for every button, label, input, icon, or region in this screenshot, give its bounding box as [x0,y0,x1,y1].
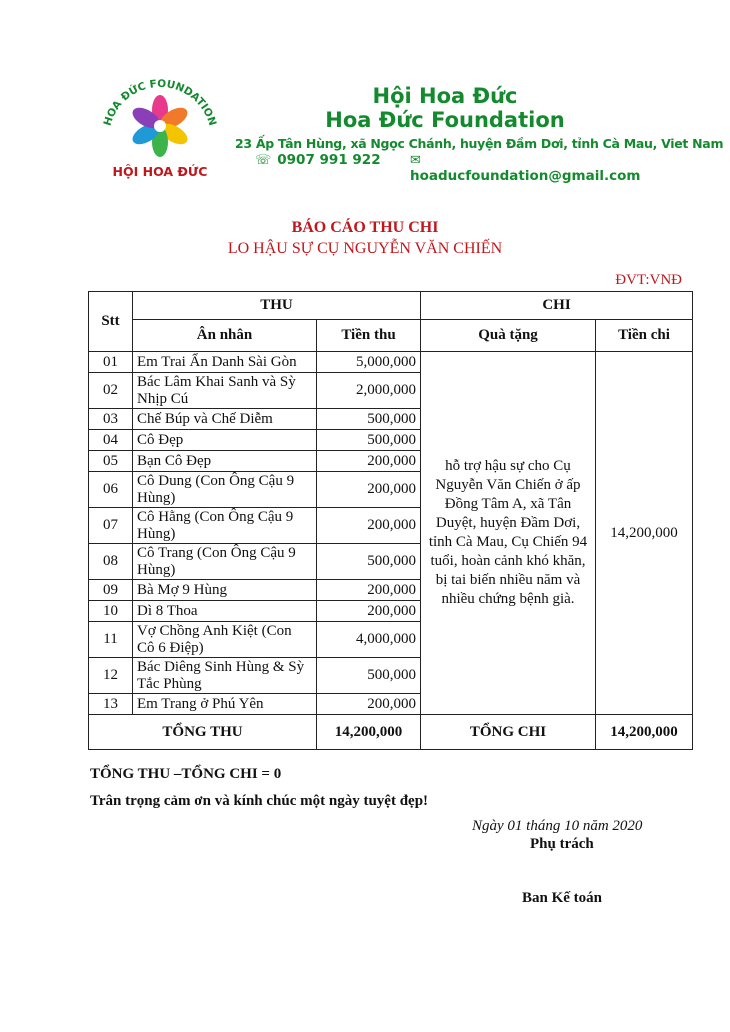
row-stt: 03 [89,409,133,430]
row-donor: Cô Trang (Con Ông Cậu 9 Hùng) [133,544,317,580]
row-amount: 200,000 [317,601,421,622]
row-stt: 11 [89,622,133,658]
header-row-2 [89,320,693,352]
row-donor: Dì 8 Thoa [133,601,317,622]
logo-bottom-text: HỘI HOA ĐỨC [112,164,208,179]
row-donor: Bà Mợ 9 Hùng [133,580,317,601]
row-amount: 200,000 [317,694,421,715]
row-amount: 500,000 [317,409,421,430]
signer-role: Phụ trách [530,836,594,852]
donor-header: Ân nhân [133,320,317,352]
report-subtitle: LO HẬU SỰ CỤ NGUYỄN VĂN CHIẾN [227,240,503,257]
income-header: THU [133,292,421,320]
report-title: BÁO CÁO THU CHI [291,219,439,236]
org-name-english: Hoa Đức Foundation [325,108,565,132]
row-donor: Bác Diêng Sinh Hùng & Sỳ Tắc Phùng [133,658,317,694]
row-stt: 09 [89,580,133,601]
row-amount: 200,000 [317,580,421,601]
row-amount: 200,000 [317,451,421,472]
row-stt: 07 [89,508,133,544]
row-donor: Bạn Cô Đẹp [133,451,317,472]
row-donor: Em Trang ở Phú Yên [133,694,317,715]
gift-description: hỗ trợ hậu sự cho Cụ Nguyễn Văn Chiến ở ấp Đồng Tâm A, xã Tân Duyệt, huyện Đầm Dơi, tỉnh Cà Mau, Cụ Chiến 94 tuổi, hoàn cảnh khó khăn, bị tai biến nhiều năm và nhiều chứng bệnh già. [421,352,596,715]
row-amount: 200,000 [317,472,421,508]
income-amount-header: Tiền thu [317,320,421,352]
thank-you-note: Trân trọng cảm ơn và kính chúc một ngày tuyệt đẹp! [90,793,429,809]
phone-number: 0907 991 922 [277,152,381,168]
org-name-vietnamese: Hội Hoa Đức [372,84,518,108]
row-stt: 06 [89,472,133,508]
expense-header: CHI [421,292,693,320]
row-donor: Cô Đẹp [133,430,317,451]
balance-summary: TỔNG THU –TỔNG CHI = 0 [90,766,282,782]
table-row [89,352,693,373]
row-amount: 200,000 [317,508,421,544]
row-stt: 02 [89,373,133,409]
logo-arc-text: HOA ĐỨC FOUNDATION [101,77,219,128]
report-date: Ngày 01 tháng 10 năm 2020 [472,818,643,834]
total-expense-label: TỔNG CHI [421,715,596,750]
row-amount: 5,000,000 [317,352,421,373]
expense-amount: 14,200,000 [596,352,693,715]
header-row-1 [89,292,693,320]
row-donor: Cô Hằng (Con Ông Cậu 9 Hùng) [133,508,317,544]
lotus-logo [95,68,225,186]
total-expense-value: 14,200,000 [596,715,693,750]
gift-header: Quà tặng [421,320,596,352]
row-donor: Chế Búp và Chế Diễm [133,409,317,430]
organization-info [235,62,724,151]
income-expense-table [88,291,693,750]
row-donor: Bác Lâm Khai Sanh và Sỳ Nhịp Cú [133,373,317,409]
email-address: hoaducfoundation@gmail.com [410,168,641,184]
row-amount: 500,000 [317,544,421,580]
row-stt: 05 [89,451,133,472]
total-income-value: 14,200,000 [317,715,421,750]
email-contact [410,152,655,184]
expense-amount-header: Tiền chi [596,320,693,352]
phone-contact [255,152,381,168]
totals-row [89,715,693,750]
row-donor: Cô Dung (Con Ông Cậu 9 Hùng) [133,472,317,508]
telephone-icon: ☏ [255,153,272,168]
stt-header: Stt [89,292,133,352]
row-donor: Vợ Chồng Anh Kiệt (Con Cô 6 Điệp) [133,622,317,658]
row-amount: 500,000 [317,658,421,694]
envelope-icon: ✉ [410,153,421,168]
currency-unit: ĐVT:VNĐ [615,272,682,288]
row-amount: 500,000 [317,430,421,451]
row-donor: Em Trai Ẩn Danh Sài Gòn [133,352,317,373]
row-stt: 08 [89,544,133,580]
row-stt: 01 [89,352,133,373]
row-stt: 04 [89,430,133,451]
row-amount: 2,000,000 [317,373,421,409]
signer-name: Ban Kế toán [522,890,603,906]
row-stt: 12 [89,658,133,694]
row-stt: 10 [89,601,133,622]
letterhead [95,62,724,190]
row-amount: 4,000,000 [317,622,421,658]
total-income-label: TỔNG THU [89,715,317,750]
row-stt: 13 [89,694,133,715]
org-address: 23 Ấp Tân Hùng, xã Ngọc Chánh, huyện Đầm Dơi, tỉnh Cà Mau, Viet Nam [235,136,724,151]
